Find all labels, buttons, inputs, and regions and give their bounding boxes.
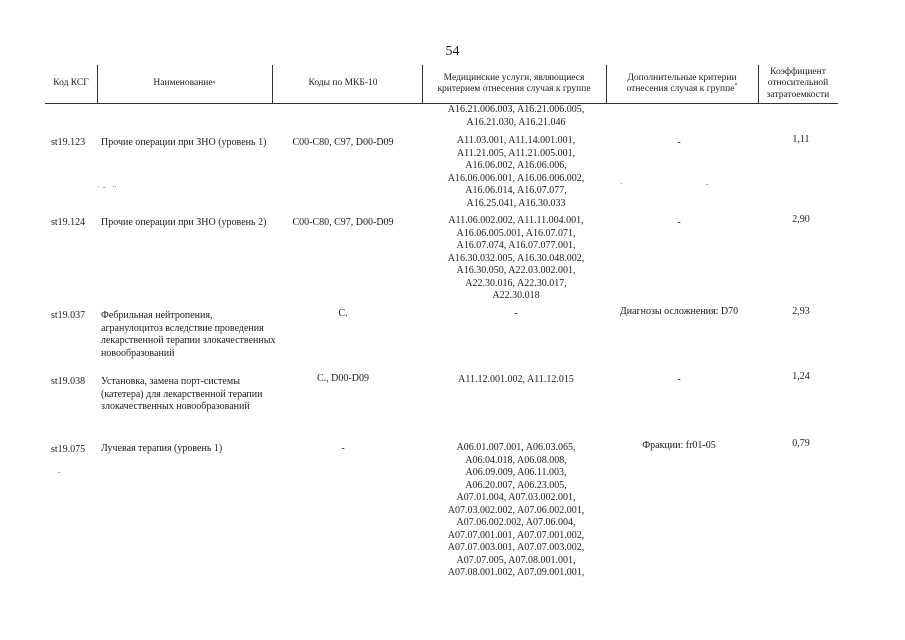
services-line: A07.01.004, A07.03.002.001, xyxy=(456,492,576,503)
services-line: A16.30.032.005, A16.30.048.002, xyxy=(447,252,585,264)
services-line: A16.25.041, A16.30.033 xyxy=(466,197,566,209)
services-line: A07.07.003.001, A07.07.003.002, xyxy=(447,542,585,553)
row-criteria: - xyxy=(677,217,681,228)
header-divider xyxy=(272,65,273,103)
row-services xyxy=(426,308,606,321)
services-line: A07.06.002.002, A07.06.004, xyxy=(456,517,576,528)
row-name: Прочие операции при ЗНО (уровень 1) xyxy=(101,137,267,148)
scan-speck: ‐ xyxy=(706,180,709,188)
row-mkb-codes: - xyxy=(341,443,345,454)
row-name: Лучевая терапия (уровень 1) xyxy=(101,443,223,454)
row-code: st19.123 xyxy=(51,137,86,148)
header-divider xyxy=(606,65,607,103)
services-line: A16.21.006.003, A16.21.006.005, xyxy=(447,104,585,115)
header-coef: Коэффициент относительной затратоемкости xyxy=(766,66,830,100)
row-services xyxy=(426,374,606,387)
header-services: Медицинские услуги, являющиеся критерием отнесения случая к группе xyxy=(437,72,591,94)
row-mkb-codes: C00-C80, C97, D00-D09 xyxy=(292,137,394,148)
header-name-label: Наименование xyxy=(153,78,213,89)
services-line: A06.01.007.001, A06.03.065, xyxy=(456,442,576,453)
services-line: A06.09.009, A06.11.003, xyxy=(465,467,567,478)
row-name: Прочие операции при ЗНО (уровень 2) xyxy=(101,217,267,228)
header-criteria-footnote-mark: * xyxy=(734,82,738,89)
row-code: st19.075 xyxy=(51,444,86,455)
services-line: - xyxy=(514,308,518,319)
services-line: A11.06.002.002, A11.11.004.001, xyxy=(448,215,584,226)
row-name: Фебрильная нейтропения, агранулоцитоз вследствие проведения лекарственной терапии злокачественных новообразований xyxy=(101,310,276,359)
row-coefficient: 2,90 xyxy=(792,214,810,225)
services-line: A07.03.002.002, A07.06.002.001, xyxy=(447,504,585,516)
scan-speck: · xyxy=(620,180,623,188)
row-coefficient: 0,79 xyxy=(792,438,810,449)
services-line: A07.07.001.001, A07.07.001.002, xyxy=(447,529,585,541)
page-number: 54 xyxy=(445,44,460,59)
header-criteria-label: Дополнительные критерии отнесения случая к группе xyxy=(626,72,737,94)
services-line: A11.03.001, A11.14.001.001, xyxy=(456,135,576,146)
header-divider xyxy=(97,65,98,103)
row-mkb-codes: C. xyxy=(338,308,348,319)
services-line: A07.07.005, A07.08.001.001, xyxy=(456,554,576,566)
services-line: A22.30.016, A22.30.017, xyxy=(465,277,567,289)
services-line: A11.12.001.002, A11.12.015 xyxy=(458,374,574,385)
row-services xyxy=(426,135,606,210)
services-line: A16.06.005.001, A16.07.071, xyxy=(456,227,576,239)
services-line: A16.06.006.001, A16.06.006.002, xyxy=(447,172,585,184)
header-divider xyxy=(758,65,759,103)
services-line: A11.21.005, A11.21.005.001, xyxy=(456,147,576,159)
header-name: Наименование * xyxy=(153,78,216,89)
services-line: A16.06.014, A16.07.077, xyxy=(465,185,567,196)
row-services xyxy=(426,215,606,303)
row-criteria: Фракции: fr01-05 xyxy=(642,440,716,451)
header-mkb: Коды по МКБ-10 xyxy=(308,78,378,89)
services-line: A16.07.074, A16.07.077.001, xyxy=(456,240,576,251)
services-line: A16.30.050, A22.03.002.001, xyxy=(456,265,576,276)
continuation-services xyxy=(426,104,606,129)
services-line: A06.20.007, A06.23.005, xyxy=(465,479,567,491)
row-name: Установка, замена порт-системы (катетера) для лекарственной терапии злокачественных новообразований xyxy=(101,376,263,412)
row-criteria: - xyxy=(677,137,681,148)
services-line: A22.30.018 xyxy=(492,290,540,301)
header-criteria xyxy=(606,65,758,103)
services-line: A06.04.018, A06.08.008, xyxy=(465,454,567,466)
row-code: st19.124 xyxy=(51,217,86,228)
row-coefficient: 1,24 xyxy=(792,371,810,382)
scan-speck: · ‐ ·· xyxy=(97,183,117,191)
row-services xyxy=(426,442,606,580)
services-line: A16.21.030, A16.21.046 xyxy=(466,116,566,128)
scan-speck: ‐ xyxy=(58,468,61,476)
header-divider xyxy=(422,65,423,103)
row-mkb-codes: C., D00-D09 xyxy=(317,373,369,384)
row-code: st19.037 xyxy=(51,310,86,321)
row-coefficient: 1,11 xyxy=(792,134,810,145)
header-code: Код КСГ xyxy=(53,78,89,89)
services-line: A07.08.001.002, A07.09.001.001, xyxy=(447,567,585,578)
row-code: st19.038 xyxy=(51,376,86,387)
row-criteria: Диагнозы осложнения: D70 xyxy=(619,306,739,317)
services-line: A16.06.002, A16.06.006, xyxy=(465,160,567,171)
row-mkb-codes: C00-C80, C97, D00-D09 xyxy=(292,217,394,228)
row-criteria: - xyxy=(677,374,681,385)
row-coefficient: 2,93 xyxy=(792,306,810,317)
